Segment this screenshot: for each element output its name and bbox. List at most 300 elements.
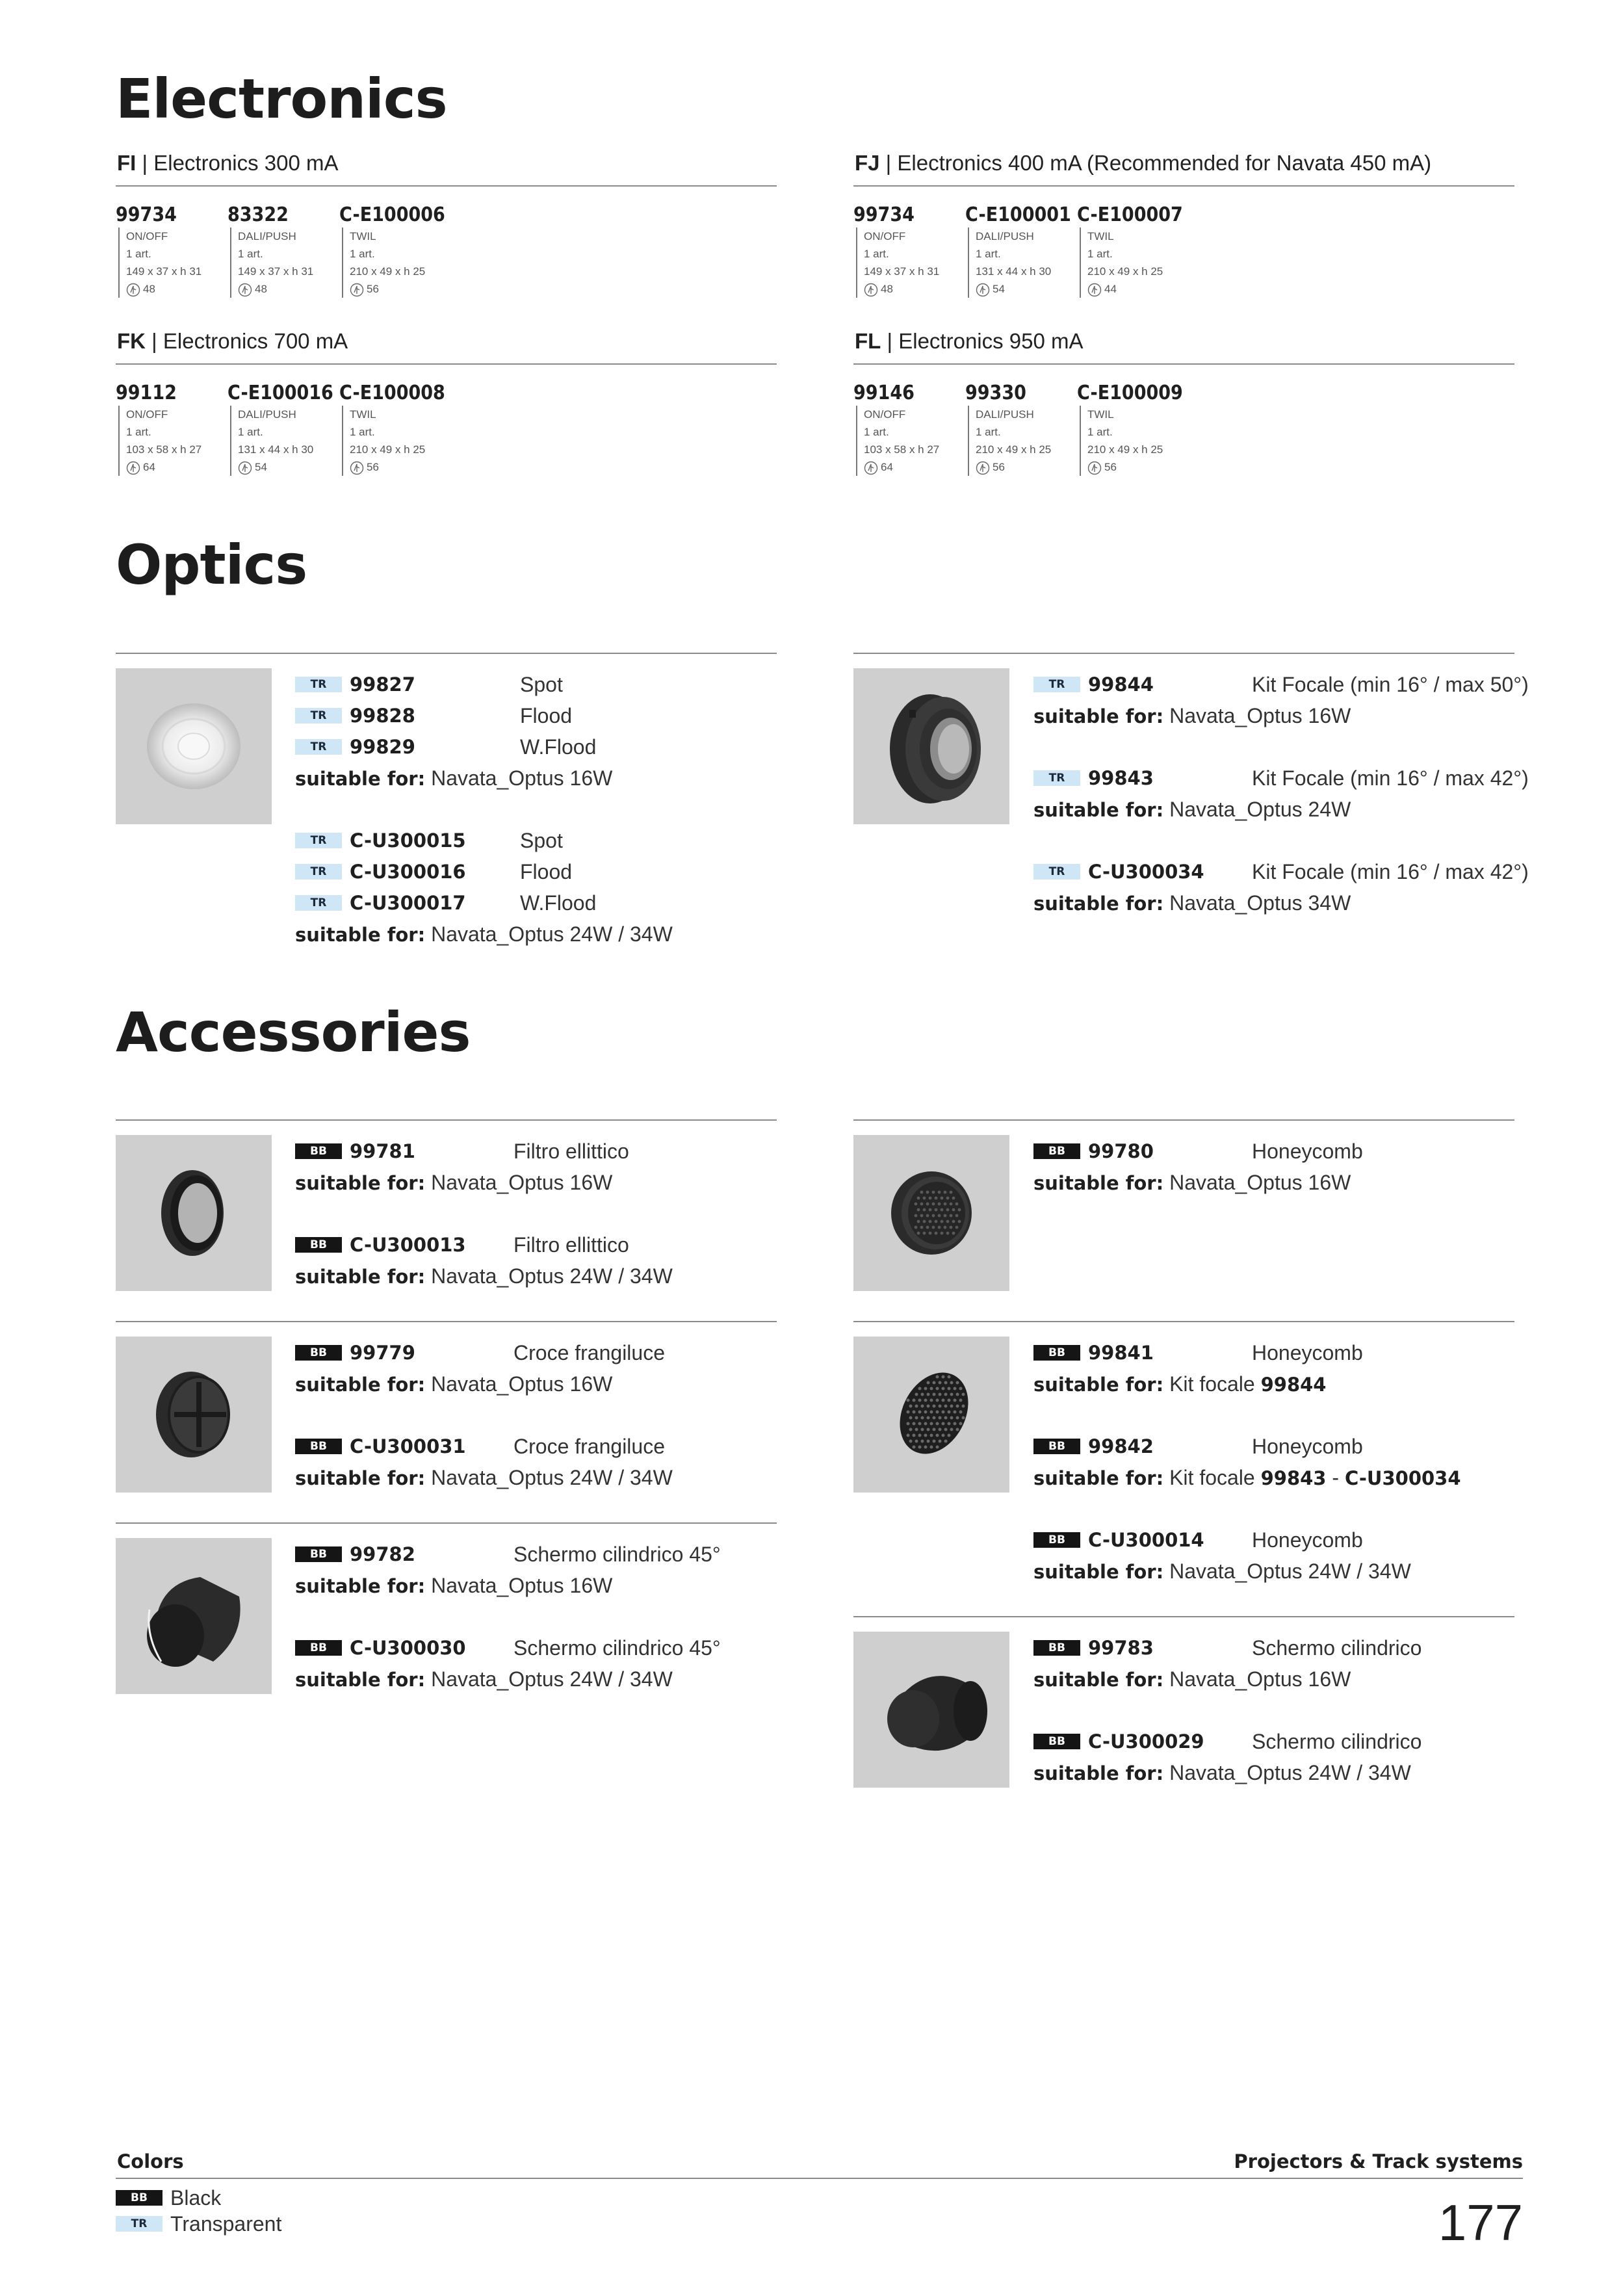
- electronics-item: [853, 382, 961, 476]
- electronics-item: [116, 382, 223, 476]
- lumen-icon: [350, 283, 364, 297]
- color-badge: TR: [295, 864, 342, 880]
- suitable-for: [295, 1667, 673, 1692]
- item-details: [1080, 228, 1184, 298]
- group-code: FK: [117, 329, 146, 353]
- product-code: 99841: [1088, 1342, 1154, 1364]
- suitable-for: [295, 1372, 612, 1397]
- product-row: [295, 1340, 789, 1365]
- group-code: FJ: [855, 151, 880, 175]
- lumen-value: 56: [367, 461, 379, 473]
- suitable-for: [1033, 1170, 1351, 1195]
- item-code: 99146: [853, 382, 915, 404]
- lumen-value: 56: [993, 461, 1005, 473]
- product-row: [1033, 1528, 1527, 1552]
- suitable-value: Navata_Optus 16W: [1169, 1667, 1351, 1691]
- product-code: 99783: [1088, 1637, 1154, 1659]
- suitable-for: [295, 1573, 612, 1598]
- suitable-for: [295, 922, 673, 947]
- honeycomb-ring-image: [853, 1135, 1009, 1291]
- product-code: 99844: [1088, 673, 1154, 696]
- electronics-group-rule: [853, 363, 1514, 365]
- electronics-item: [227, 204, 335, 298]
- product-description: Honeycomb: [1252, 1528, 1363, 1552]
- item-lumen: [350, 280, 447, 298]
- electronics-item: [1077, 204, 1184, 298]
- cylindrical-shield-45-image: [116, 1538, 272, 1694]
- lumen-value: 48: [143, 283, 155, 295]
- elliptical-filter-drawing: [116, 1135, 272, 1291]
- product-row: [1033, 766, 1527, 790]
- product-row: [295, 735, 789, 759]
- product-row: [295, 891, 789, 915]
- item-lumen: [1087, 458, 1184, 476]
- color-badge: BB: [116, 2190, 162, 2206]
- suitable-label: suitable for:: [1033, 1762, 1164, 1784]
- item-mode: TWIL: [350, 230, 376, 242]
- suitable-value: Navata_Optus 24W / 34W: [431, 1264, 673, 1288]
- product-code: 99829: [350, 736, 415, 758]
- suitable-label: suitable for:: [295, 1374, 426, 1396]
- item-code: C-E100006: [339, 203, 445, 226]
- electronics-item: [965, 204, 1072, 298]
- lumen-icon: [864, 283, 878, 297]
- item-code: C-E100009: [1077, 382, 1183, 404]
- suitable-value: Navata_Optus 24W / 34W: [431, 1466, 673, 1489]
- item-mode: DALI/PUSH: [238, 408, 296, 421]
- suitable-value: Navata_Optus 16W: [1169, 704, 1351, 727]
- item-dimensions: 210 x 49 x h 25: [350, 265, 426, 278]
- product-description: Honeycomb: [1252, 1435, 1363, 1458]
- lumen-icon: [238, 461, 252, 475]
- item-quantity: 1 art.: [350, 426, 375, 438]
- group-code: FL: [855, 329, 881, 353]
- item-code: C-E100007: [1077, 203, 1183, 226]
- suitable-for: [295, 1170, 612, 1195]
- color-badge: BB: [1033, 1439, 1080, 1454]
- item-quantity: 1 art.: [976, 248, 1001, 260]
- suitable-value: Navata_Optus 24W / 34W: [431, 1667, 673, 1691]
- item-details: [856, 228, 961, 298]
- group-name: | Electronics 300 mA: [136, 151, 339, 175]
- suitable-for: [1033, 1760, 1411, 1786]
- color-badge: TR: [116, 2216, 162, 2232]
- product-row: [1033, 859, 1527, 884]
- legend-row: [116, 2211, 376, 2236]
- electronics-group-rule: [116, 363, 777, 365]
- suitable-for: [1033, 1372, 1327, 1397]
- color-badge: BB: [295, 1345, 342, 1361]
- item-lumen: [238, 280, 335, 298]
- suitable-for: [1033, 1667, 1351, 1692]
- suitable-label: suitable for:: [295, 1266, 426, 1288]
- item-quantity: 1 art.: [1087, 248, 1113, 260]
- product-row: [295, 1434, 789, 1459]
- electronics-item: [116, 204, 223, 298]
- item-details: [968, 406, 1072, 476]
- electronics-item: [965, 382, 1072, 476]
- product-description: Kit Focale (min 16° / max 50°): [1252, 673, 1529, 696]
- item-lumen: [126, 458, 223, 476]
- accessory-rule: [853, 1119, 1514, 1121]
- product-description: Schermo cilindrico: [1252, 1730, 1422, 1753]
- product-description: Filtro ellittico: [513, 1233, 629, 1257]
- item-mode: DALI/PUSH: [238, 230, 296, 242]
- item-quantity: 1 art.: [976, 426, 1001, 438]
- lumen-icon: [976, 283, 990, 297]
- color-badge: TR: [295, 895, 342, 911]
- lumen-icon: [1087, 283, 1102, 297]
- cross-baffle-image: [116, 1337, 272, 1493]
- product-row: [295, 859, 789, 884]
- suitable-for: [1033, 703, 1351, 729]
- suitable-label: suitable for:: [1033, 1374, 1164, 1396]
- item-code: C-E100008: [339, 382, 445, 404]
- color-badge: TR: [1033, 864, 1080, 880]
- item-details: [118, 406, 223, 476]
- lumen-icon: [1087, 461, 1102, 475]
- accessory-rule: [116, 1522, 777, 1524]
- color-badge: TR: [1033, 677, 1080, 692]
- elliptical-filter-image: [116, 1135, 272, 1291]
- item-quantity: 1 art.: [126, 248, 151, 260]
- product-description: Kit Focale (min 16° / max 42°): [1252, 766, 1529, 790]
- suitable-label: suitable for:: [295, 924, 426, 946]
- electronics-group-rule: [853, 185, 1514, 187]
- product-code: C-U300029: [1088, 1730, 1204, 1753]
- color-badge: BB: [1033, 1345, 1080, 1361]
- lumen-value: 56: [1104, 461, 1117, 473]
- product-code: C-U300031: [350, 1435, 466, 1457]
- lumen-value: 48: [881, 283, 893, 295]
- suitable-code: 99844: [1260, 1374, 1327, 1396]
- color-badge: TR: [295, 739, 342, 755]
- item-quantity: 1 art.: [864, 248, 889, 260]
- item-code: C-E100016: [227, 382, 333, 404]
- product-code: 99782: [350, 1543, 415, 1565]
- item-details: [230, 406, 335, 476]
- product-code: 99843: [1088, 767, 1154, 789]
- legend-row: [116, 2185, 376, 2210]
- lens-optic-image: [116, 668, 272, 824]
- suitable-for: [1033, 891, 1351, 916]
- item-details: [1080, 406, 1184, 476]
- product-code: 99827: [350, 673, 415, 696]
- lumen-icon: [976, 461, 990, 475]
- cylindrical-shield-image: [853, 1632, 1009, 1788]
- lens-optic-drawing: [116, 668, 272, 824]
- item-mode: DALI/PUSH: [976, 230, 1034, 242]
- lumen-icon: [238, 283, 252, 297]
- electronics-item: [1077, 382, 1184, 476]
- section-title-electronics: Electronics: [116, 67, 447, 131]
- color-badge: TR: [1033, 770, 1080, 786]
- product-row: [1033, 1340, 1527, 1365]
- item-mode: ON/OFF: [126, 230, 168, 242]
- honeycomb-disc-drawing: [853, 1337, 1009, 1493]
- lumen-value: 64: [881, 461, 893, 473]
- suitable-value: Kit focale: [1169, 1372, 1261, 1396]
- product-description: Flood: [520, 704, 573, 727]
- suitable-label: suitable for:: [1033, 799, 1164, 821]
- suitable-value: Navata_Optus 24W / 34W: [431, 922, 673, 946]
- product-code: 99779: [350, 1342, 415, 1364]
- item-code: 99330: [965, 382, 1026, 404]
- suitable-separator: -: [1326, 1466, 1345, 1489]
- item-dimensions: 210 x 49 x h 25: [1087, 443, 1163, 456]
- product-description: Honeycomb: [1252, 1341, 1363, 1364]
- suitable-code: C-U300034: [1344, 1467, 1461, 1489]
- product-description: Croce frangiluce: [513, 1435, 665, 1458]
- product-row: [1033, 1434, 1527, 1459]
- item-dimensions: 131 x 44 x h 30: [976, 265, 1052, 278]
- item-dimensions: 149 x 37 x h 31: [864, 265, 940, 278]
- product-description: W.Flood: [520, 735, 597, 759]
- product-row: [1033, 1729, 1527, 1754]
- item-code: C-E100001: [965, 203, 1071, 226]
- electronics-group-rule: [116, 185, 777, 187]
- product-description: Filtro ellittico: [513, 1140, 629, 1163]
- lumen-icon: [350, 461, 364, 475]
- suitable-value: Navata_Optus 16W: [431, 1574, 613, 1597]
- suitable-value: Kit focale: [1169, 1466, 1261, 1489]
- electronics-item: [853, 204, 961, 298]
- lumen-value: 54: [993, 283, 1005, 295]
- product-description: Honeycomb: [1252, 1140, 1363, 1163]
- group-code: FI: [117, 151, 136, 175]
- lumen-value: 56: [367, 283, 379, 295]
- color-badge: BB: [295, 1237, 342, 1253]
- suitable-label: suitable for:: [295, 1467, 426, 1489]
- group-name: | Electronics 700 mA: [146, 329, 348, 353]
- suitable-label: suitable for:: [295, 1669, 426, 1691]
- electronics-group-header: [855, 329, 1084, 354]
- item-mode: TWIL: [350, 408, 376, 421]
- item-details: [342, 228, 447, 298]
- accessory-rule: [116, 1119, 777, 1121]
- item-details: [118, 228, 223, 298]
- electronics-item: [339, 382, 447, 476]
- item-dimensions: 149 x 37 x h 31: [126, 265, 202, 278]
- group-name: | Electronics 950 mA: [881, 329, 1084, 353]
- suitable-for: [295, 1264, 673, 1289]
- product-description: Croce frangiluce: [513, 1341, 665, 1364]
- color-badge: TR: [295, 677, 342, 692]
- suitable-label: suitable for:: [1033, 1561, 1164, 1583]
- item-quantity: 1 art.: [350, 248, 375, 260]
- lumen-value: 54: [255, 461, 267, 473]
- suitable-value: Navata_Optus 34W: [1169, 891, 1351, 915]
- suitable-for: [1033, 797, 1351, 822]
- color-badge: BB: [295, 1143, 342, 1159]
- item-lumen: [976, 280, 1072, 298]
- suitable-value: Navata_Optus 16W: [431, 1171, 613, 1194]
- product-description: Spot: [520, 829, 563, 852]
- suitable-for: [1033, 1559, 1411, 1584]
- honeycomb-disc-image: [853, 1337, 1009, 1493]
- item-code: 83322: [227, 203, 289, 226]
- item-details: [856, 406, 961, 476]
- suitable-value: Navata_Optus 16W: [431, 1372, 613, 1396]
- item-mode: ON/OFF: [864, 230, 906, 242]
- product-description: Schermo cilindrico: [1252, 1636, 1422, 1660]
- product-row: [295, 1542, 789, 1567]
- suitable-value: Navata_Optus 24W / 34W: [1169, 1761, 1411, 1784]
- color-badge: BB: [1033, 1640, 1080, 1656]
- focal-kit-image: [853, 668, 1009, 824]
- legend-label: Black: [170, 2186, 222, 2210]
- product-code: C-U300017: [350, 892, 466, 914]
- color-badge: TR: [295, 833, 342, 848]
- suitable-label: suitable for:: [1033, 1467, 1164, 1489]
- suitable-for: [295, 1465, 673, 1491]
- product-code: C-U300015: [350, 829, 466, 852]
- product-row: [295, 703, 789, 728]
- lumen-icon: [126, 461, 140, 475]
- product-description: Spot: [520, 673, 563, 696]
- product-code: C-U300016: [350, 861, 466, 883]
- section-title-accessories: Accessories: [116, 1000, 471, 1064]
- product-code: C-U300030: [350, 1637, 466, 1659]
- item-quantity: 1 art.: [238, 426, 263, 438]
- item-quantity: 1 art.: [1087, 426, 1113, 438]
- product-row: [295, 828, 789, 853]
- item-mode: DALI/PUSH: [976, 408, 1034, 421]
- item-lumen: [238, 458, 335, 476]
- item-details: [230, 228, 335, 298]
- product-description: Flood: [520, 860, 573, 883]
- suitable-for: [295, 766, 612, 791]
- product-code: 99781: [350, 1140, 415, 1162]
- item-lumen: [126, 280, 223, 298]
- color-badge: BB: [295, 1439, 342, 1454]
- honeycomb-ring-drawing: [853, 1135, 1009, 1291]
- suitable-label: suitable for:: [1033, 893, 1164, 915]
- suitable-label: suitable for:: [295, 1575, 426, 1597]
- product-description: W.Flood: [520, 891, 597, 915]
- accessory-rule: [853, 1616, 1514, 1617]
- electronics-item: [227, 382, 335, 476]
- suitable-value: Navata_Optus 24W / 34W: [1169, 1559, 1411, 1583]
- suitable-value: Navata_Optus 24W: [1169, 798, 1351, 821]
- suitable-label: suitable for:: [1033, 1669, 1164, 1691]
- optics-rule-left: [116, 653, 777, 654]
- product-row: [295, 1636, 789, 1660]
- suitable-label: suitable for:: [295, 1172, 426, 1194]
- color-badge: BB: [295, 1546, 342, 1562]
- suitable-code: 99843: [1260, 1467, 1327, 1489]
- product-code: 99842: [1088, 1435, 1154, 1457]
- lumen-value: 44: [1104, 283, 1117, 295]
- product-description: Kit Focale (min 16° / max 42°): [1252, 860, 1529, 883]
- optics-rule-right: [853, 653, 1514, 654]
- product-row: [295, 672, 789, 697]
- cylindrical-shield-drawing: [853, 1632, 1009, 1788]
- lumen-icon: [126, 283, 140, 297]
- focal-kit-drawing: [853, 668, 1009, 824]
- item-dimensions: 210 x 49 x h 25: [976, 443, 1052, 456]
- product-row: [295, 1233, 789, 1257]
- lumen-icon: [864, 461, 878, 475]
- product-row: [1033, 672, 1527, 697]
- product-code: C-U300014: [1088, 1529, 1204, 1551]
- item-quantity: 1 art.: [864, 426, 889, 438]
- item-details: [342, 406, 447, 476]
- item-dimensions: 210 x 49 x h 25: [350, 443, 426, 456]
- product-row: [1033, 1139, 1527, 1164]
- category-title: Projectors & Track systems: [1234, 2150, 1523, 2172]
- color-badge: BB: [295, 1640, 342, 1656]
- item-quantity: 1 art.: [126, 426, 151, 438]
- cross-baffle-drawing: [116, 1337, 272, 1493]
- product-code: 99780: [1088, 1140, 1154, 1162]
- item-dimensions: 103 x 58 x h 27: [126, 443, 202, 456]
- item-mode: ON/OFF: [126, 408, 168, 421]
- product-code: 99828: [350, 705, 415, 727]
- product-description: Schermo cilindrico 45°: [513, 1636, 721, 1660]
- footer-rule: [116, 2178, 1523, 2179]
- color-badge: TR: [295, 708, 342, 724]
- item-dimensions: 131 x 44 x h 30: [238, 443, 314, 456]
- suitable-label: suitable for:: [1033, 1172, 1164, 1194]
- item-lumen: [350, 458, 447, 476]
- section-title-optics: Optics: [116, 533, 307, 597]
- electronics-group-header: [117, 151, 339, 176]
- electronics-item: [339, 204, 447, 298]
- suitable-value: Navata_Optus 16W: [431, 766, 613, 790]
- item-dimensions: 103 x 58 x h 27: [864, 443, 940, 456]
- color-badge: BB: [1033, 1143, 1080, 1159]
- lumen-value: 48: [255, 283, 267, 295]
- item-dimensions: 210 x 49 x h 25: [1087, 265, 1163, 278]
- legend-label: Transparent: [170, 2212, 282, 2236]
- product-code: C-U300034: [1088, 861, 1204, 883]
- item-mode: TWIL: [1087, 408, 1114, 421]
- product-row: [295, 1139, 789, 1164]
- product-code: C-U300013: [350, 1234, 466, 1256]
- color-badge: BB: [1033, 1734, 1080, 1749]
- accessory-rule: [853, 1321, 1514, 1322]
- item-lumen: [976, 458, 1072, 476]
- suitable-for: [1033, 1465, 1461, 1491]
- item-lumen: [1087, 280, 1184, 298]
- item-dimensions: 149 x 37 x h 31: [238, 265, 314, 278]
- product-row: [1033, 1636, 1527, 1660]
- electronics-group-header: [117, 329, 348, 354]
- item-mode: TWIL: [1087, 230, 1114, 242]
- page-number: 177: [1438, 2194, 1523, 2251]
- suitable-label: suitable for:: [1033, 705, 1164, 727]
- item-quantity: 1 art.: [238, 248, 263, 260]
- suitable-label: suitable for:: [295, 768, 426, 790]
- colors-title: Colors: [117, 2150, 184, 2172]
- item-code: 99734: [116, 203, 177, 226]
- item-lumen: [864, 458, 961, 476]
- lumen-value: 64: [143, 461, 155, 473]
- item-mode: ON/OFF: [864, 408, 906, 421]
- color-badge: BB: [1033, 1532, 1080, 1548]
- item-lumen: [864, 280, 961, 298]
- group-name: | Electronics 400 mA (Recommended for Navata 450 mA): [879, 151, 1432, 175]
- product-description: Schermo cilindrico 45°: [513, 1543, 721, 1566]
- item-code: 99112: [116, 382, 177, 404]
- suitable-value: Navata_Optus 16W: [1169, 1171, 1351, 1194]
- item-code: 99734: [853, 203, 915, 226]
- cylindrical-shield-45-drawing: [116, 1538, 272, 1694]
- accessory-rule: [116, 1321, 777, 1322]
- item-details: [968, 228, 1072, 298]
- electronics-group-header: [855, 151, 1431, 176]
